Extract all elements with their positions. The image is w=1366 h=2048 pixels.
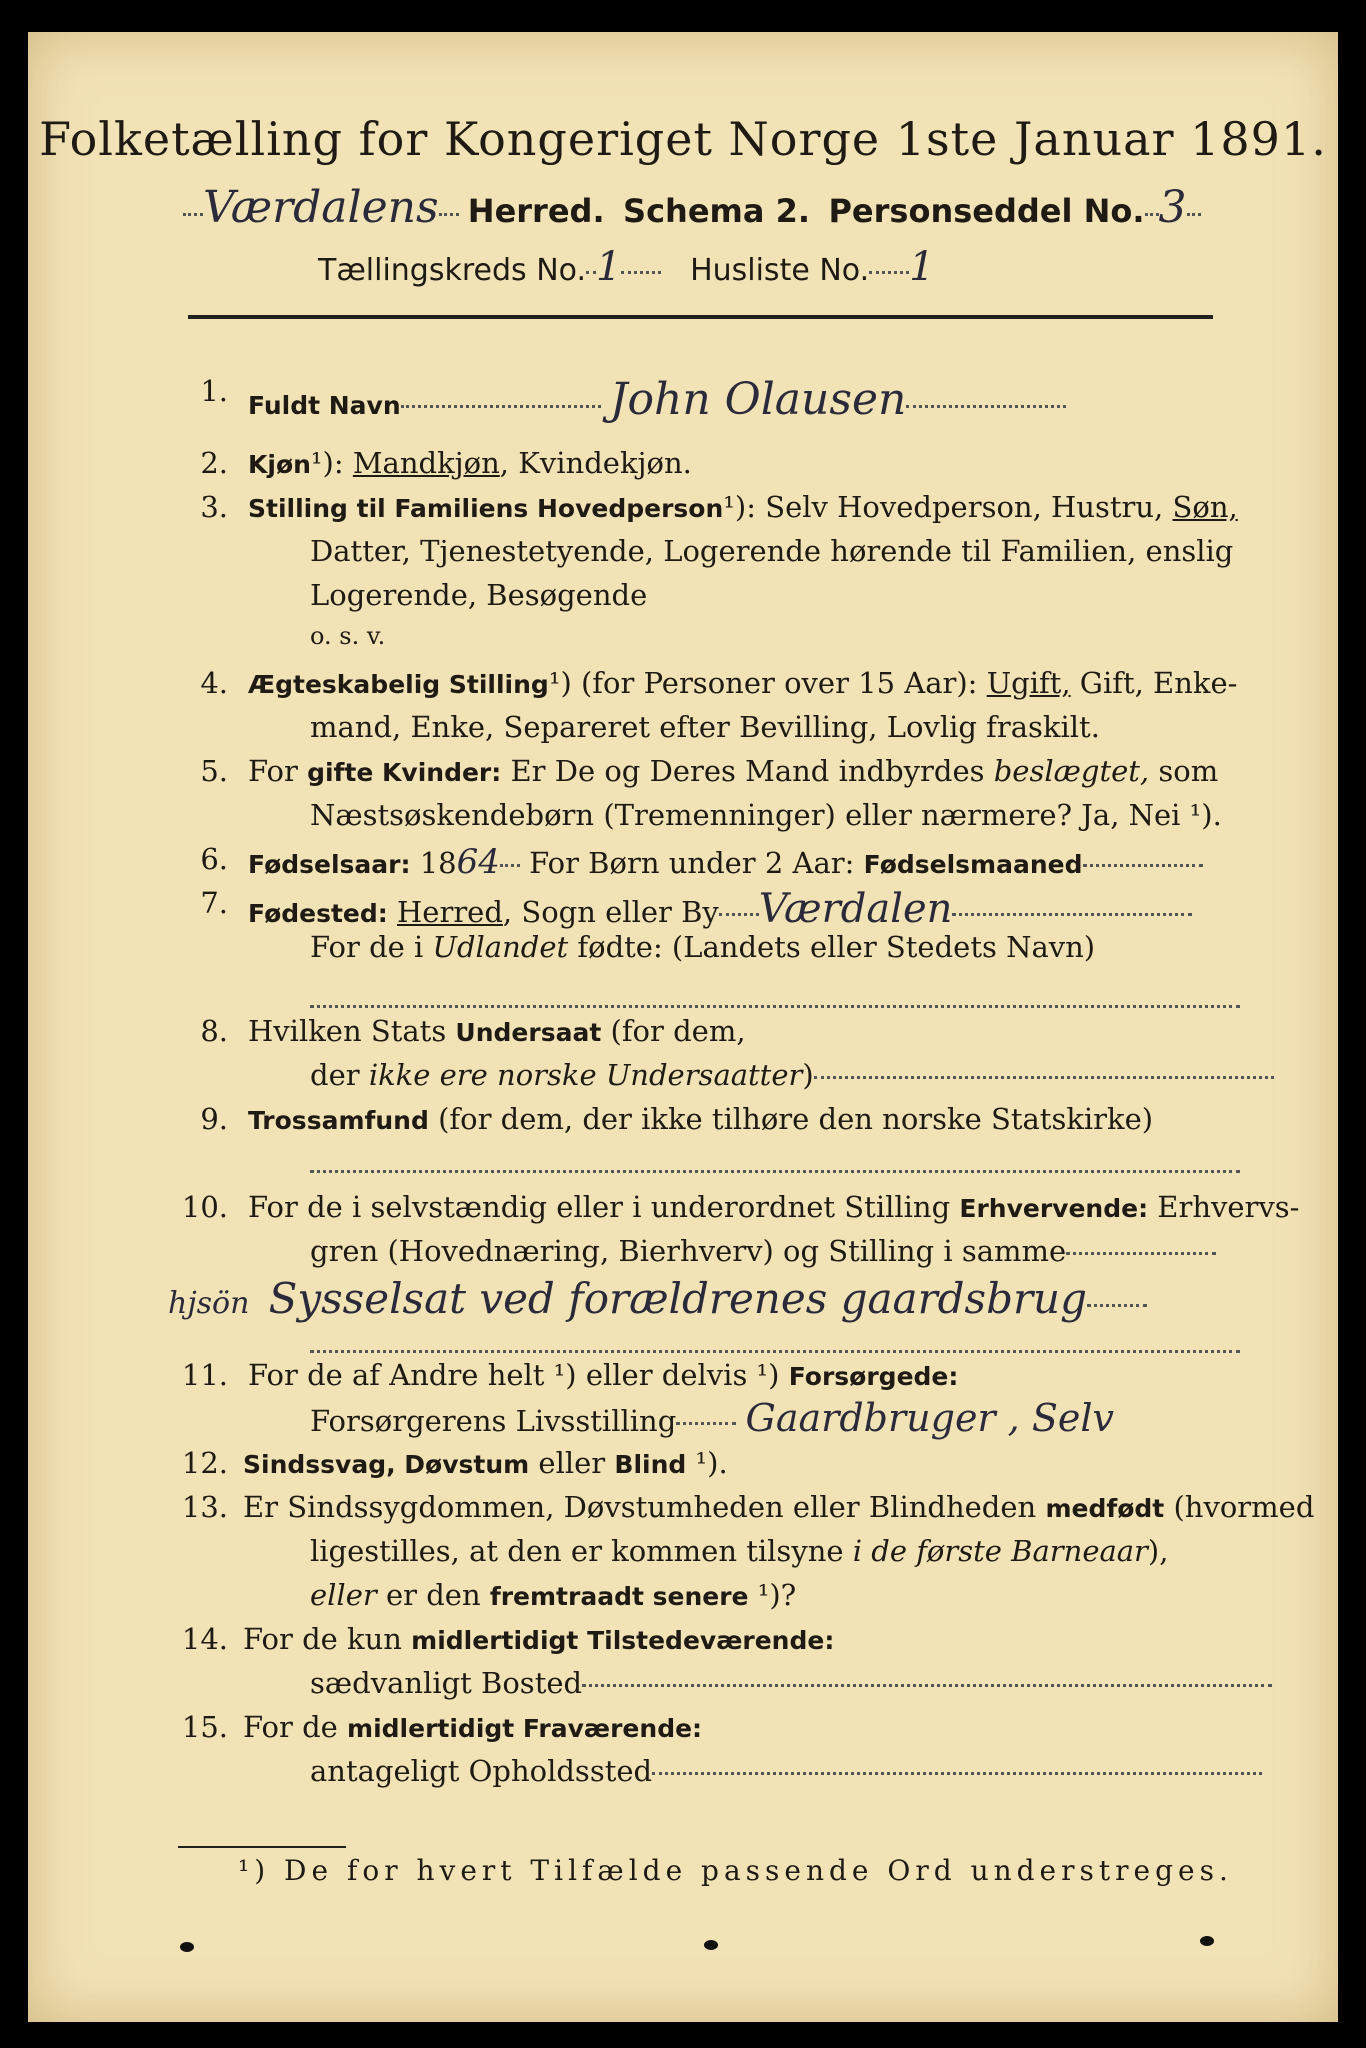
stilling-label: Stilling til Familiens Hovedperson [248, 494, 724, 523]
medfodt-2a: ligestilles, at den er kommen tilsyne [310, 1534, 853, 1568]
medfodt-line-3 [310, 1578, 1338, 1612]
medfodt-2b: ), [1147, 1534, 1169, 1568]
tilstede-label: midlertidigt Tilstedeværende: [411, 1626, 835, 1655]
erhverv-margin-note: hjsön [168, 1286, 250, 1321]
field-number: 14. [181, 1622, 228, 1656]
undersaat-text: (for dem, [601, 1014, 746, 1048]
medfodt-3it: eller [310, 1578, 377, 1612]
opholdssted-label: antageligt Opholdssted [310, 1754, 653, 1788]
header-rule [188, 315, 1213, 319]
stilling-text: ¹): Selv Hovedperson, Hustru, [723, 490, 1173, 524]
field-number: 11. [181, 1358, 228, 1392]
tilstede-line-2 [310, 1666, 1338, 1700]
fodested-line-2 [310, 930, 1338, 964]
livsstilling-label: Forsørgerens Livsstilling [310, 1404, 677, 1438]
herred-value: Værdalens [203, 182, 439, 233]
gifte-pre: For [248, 754, 308, 788]
footnote-rule [178, 1846, 346, 1848]
herred-label: Herred. [467, 192, 605, 230]
forsorgede-text: For de af Andre helt ¹) eller delvis ¹) [248, 1358, 789, 1392]
sindssvag-text: eller [529, 1446, 615, 1480]
field-number: 2. [200, 446, 228, 480]
aegteskab-ugift: Ugift, [986, 666, 1071, 700]
field-number: 5. [200, 754, 228, 788]
gifte-text: Er De og Deres Mand indbyrdes [501, 754, 994, 788]
field-number: 4. [200, 666, 228, 700]
gifte-it: beslægtet, [993, 754, 1150, 788]
erhverv-value: Sysselsat ved forældrenes gaardsbrug [268, 1274, 1087, 1323]
field-number: 9. [200, 1102, 228, 1136]
kreds-label: Tællingskreds No. [318, 253, 586, 288]
medfodt-text: Er Sindssygdommen, Døvstumheden eller Blindheden [243, 1490, 1046, 1524]
fravaer-pre: For de [243, 1710, 348, 1744]
medfodt-line-2 [310, 1534, 1338, 1568]
fodested-label: Fødested: [248, 899, 388, 928]
forsorgede-line-2 [310, 1396, 1338, 1440]
field-number: 8. [200, 1014, 228, 1048]
aegteskab-rest: Gift, Enke- [1070, 666, 1238, 700]
fodested-herred: Herred [397, 895, 503, 929]
footnote: ¹) De for hvert Tilfælde passende Ord understreges. [238, 1854, 1233, 1887]
medfodt-3c: ¹)? [748, 1578, 797, 1612]
census-form [28, 32, 1338, 2022]
field-number: 15. [181, 1710, 228, 1744]
livsstilling-value: Gaardbruger , Selv [745, 1396, 1114, 1440]
erhverv-line-2-text: gren (Hovednæring, Bierhverv) og Stilling i samme [310, 1234, 1067, 1268]
stilling-line-3: Logerende, Besøgende [310, 578, 648, 612]
schema-label: Schema 2. [623, 192, 811, 230]
medfodt-2it: i de første Barneaar [852, 1534, 1148, 1568]
field-number: 6. [200, 842, 228, 876]
punch-mark [1200, 1936, 1214, 1946]
trossamfund-dotline [310, 1152, 1338, 1186]
undersaat-2b: ) [802, 1058, 814, 1092]
erhverv-text: For de i selvstændig eller i underordnet Stilling [248, 1190, 960, 1224]
undersaat-2it: ikke ere norske Undersaatter [368, 1058, 803, 1092]
stilling-line-2: Datter, Tjenestetyende, Logerende hørende til Familien, enslig [310, 534, 1234, 568]
husliste-label: Husliste No. [690, 253, 870, 288]
field-number: 10. [181, 1190, 228, 1224]
fodselsaar-mid: For Børn under 2 Aar: [519, 846, 864, 880]
field-number: 7. [200, 886, 228, 920]
stilling-line-4: o. s. v. [310, 622, 386, 650]
blind-end: ¹). [686, 1446, 728, 1480]
punch-mark [704, 1940, 718, 1950]
fodselsaar-label: Fødselsaar: [248, 850, 411, 879]
gifte-end: som [1149, 754, 1219, 788]
kjon-label: Kjøn [248, 450, 311, 479]
kjon-rest: , Kvindekjøn. [499, 446, 692, 480]
kreds-value: 1 [596, 244, 622, 290]
fodested-value: Værdalen [758, 886, 953, 932]
trossamfund-label: Trossamfund [248, 1106, 429, 1135]
undersaat-label: Undersaat [455, 1018, 602, 1047]
fuldt-navn-label: Fuldt Navn [248, 391, 401, 420]
bosted-label: sædvanligt Bosted [310, 1666, 583, 1700]
erhverv-line-2 [310, 1234, 1338, 1268]
aegteskab-line-2: mand, Enke, Separeret efter Bevilling, Lovlig fraskilt. [310, 710, 1100, 744]
erhverv-label: Erhvervende: [959, 1194, 1149, 1223]
udland-it: Udlandet [432, 930, 569, 964]
field-number: 13. [181, 1490, 228, 1524]
blind-label: Blind [614, 1450, 687, 1479]
fodselsaar-prefix: 18 [419, 846, 457, 880]
personseddel-value: 3 [1158, 182, 1187, 233]
field-number: 3. [200, 490, 228, 524]
fuldt-navn-value: John Olausen [609, 374, 907, 425]
personseddel-label: Personseddel No. [828, 192, 1145, 230]
undersaat-pre: Hvilken Stats [248, 1014, 456, 1048]
erhverv-end: Erhvervs- [1148, 1190, 1300, 1224]
aegteskab-text: ¹) (for Personer over 15 Aar): [548, 666, 987, 700]
gifte-label: gifte Kvinder: [307, 758, 502, 787]
kjon-sup: ¹): [310, 446, 353, 480]
header-line-2 [183, 182, 1338, 233]
udland-a: For de i [310, 930, 433, 964]
header-line-3 [318, 244, 1338, 290]
trossamfund-text: (for dem, der ikke tilhøre den norske Statskirke) [428, 1102, 1154, 1136]
aegteskab-label: Ægteskabelig Stilling [248, 670, 549, 699]
field-number: 12. [181, 1446, 228, 1480]
medfodt-3b: fremtraadt senere [489, 1582, 749, 1611]
sindssvag-label: Sindssvag, Døvstum [243, 1450, 530, 1479]
undersaat-2a: der [310, 1058, 369, 1092]
medfodt-end: (hvormed [1164, 1490, 1315, 1524]
udland-b: fødte: (Landets eller Stedets Navn) [568, 930, 1096, 964]
kjon-mandkjon: Mandkjøn [352, 446, 500, 480]
fravaer-label: midlertidigt Fraværende: [347, 1714, 703, 1743]
stilling-son: Søn, [1172, 490, 1238, 524]
fodselsmaaned-label: Fødselsmaaned [863, 850, 1083, 879]
undersaat-line-2 [310, 1058, 1338, 1092]
form-title: Folketælling for Kongeriget Norge 1ste Januar 1891. [39, 112, 1327, 166]
husliste-value: 1 [909, 244, 935, 290]
medfodt-label: medfødt [1045, 1494, 1165, 1523]
gifte-line-2: Næstsøskendebørn (Tremenninger) eller nærmere? Ja, Nei ¹). [310, 798, 1222, 832]
forsorgede-label: Forsørgede: [788, 1362, 959, 1391]
medfodt-3a: er den [376, 1578, 490, 1612]
fodselsaar-value: 64 [456, 842, 500, 882]
fravaer-line-2 [310, 1754, 1338, 1788]
erhverv-handwritten [168, 1274, 1338, 1323]
field-number: 1. [200, 374, 228, 408]
fodested-text: , Sogn eller By [502, 895, 719, 929]
punch-mark [180, 1942, 194, 1952]
tilstede-pre: For de kun [243, 1622, 412, 1656]
